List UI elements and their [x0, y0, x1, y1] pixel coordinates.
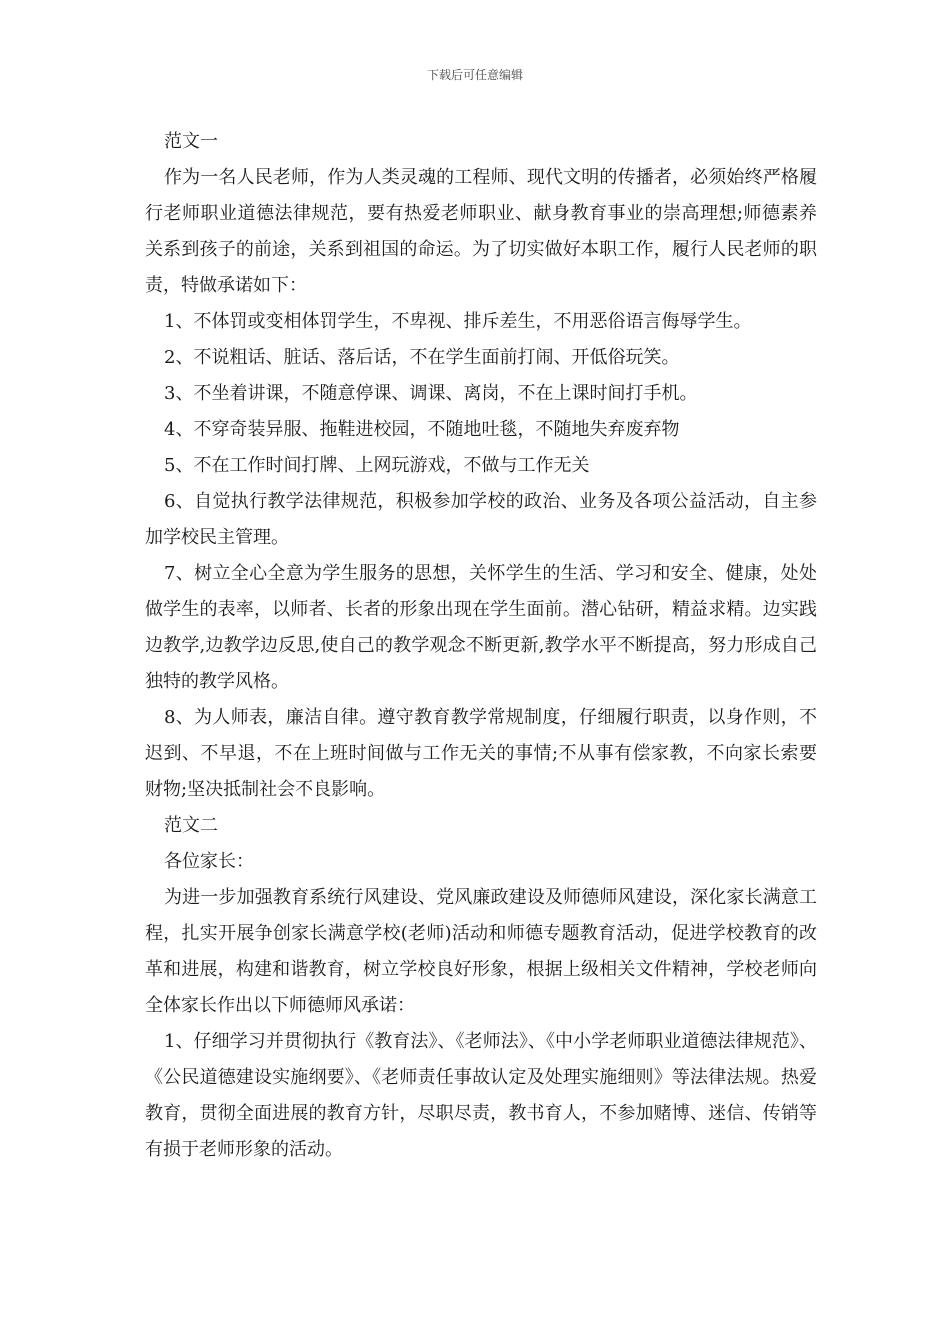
pledge-item-3: 3、不坐着讲课，不随意停课、调课、离岗，不在上课时间打手机。 [164, 383, 698, 404]
pledge-item-5: 5、不在工作时间打牌、上网玩游戏，不做与工作无关 [164, 455, 590, 476]
document-body [145, 124, 817, 1168]
pledge-item-8: 8、为人师表，廉洁自律。遵守教育教学常规制度，仔细履行职责，以身作则，不迟到、不早退，不在上班时间做与工作无关的事情;不从事有偿家教，不向家长索要财物;坚决抵制社会不良影响。 [145, 707, 817, 800]
pledge-item-2: 2、不说粗话、脏话、落后话，不在学生面前打闹、开低俗玩笑。 [164, 347, 680, 368]
heading-sample-one: 范文一 [164, 131, 218, 152]
intro-paragraph: 作为一名人民老师，作为人类灵魂的工程师、现代文明的传播者，必须始终严格履行老师职业道德法律规范，要有热爱老师职业、献身教育事业的崇高理想;师德素养关系到孩子的前途，关系到祖国的命运。为了切实做好本职工作，履行人民老师的职责，特做承诺如下： [145, 167, 817, 296]
pledge-item-4: 4、不穿奇装异服、拖鞋进校园，不随地吐毯，不随地失弃废弃物 [164, 419, 680, 440]
pledge-item-1: 1、不体罚或变相体罚学生，不卑视、排斥差生，不用恶俗语言侮辱学生。 [164, 311, 752, 332]
pledge-item-6: 6、自觉执行教学法律规范，积极参加学校的政治、业务及各项公益活动，自主参加学校民主管理。 [145, 491, 817, 548]
heading-sample-two: 范文二 [164, 815, 218, 836]
intro-paragraph-two: 为进一步加强教育系统行风建设、党风廉政建设及师德师风建设，深化家长满意工程，扎实开展争创家长满意学校(老师)活动和师德专题教育活动，促进学校教育的改革和进展，构建和谐教育，树立学校良好形象，根据上级相关文件精神，学校老师向全体家长作出以下师德师风承诺： [145, 887, 817, 1016]
commitment-item-1: 1、仔细学习并贯彻执行《教育法》、《老师法》、《中小学老师职业道德法律规范》、《公民道德建设实施纲要》、《老师责任事故认定及处理实施细则》等法律法规。热爱教育，贯彻全面进展的教育方针，尽职尽责，教书育人，不参加赌博、迷信、传销等有损于老师形象的活动。 [145, 1031, 817, 1160]
page-header: 下载后可任意编辑 [426, 68, 523, 82]
salutation: 各位家长： [164, 851, 254, 872]
pledge-item-7: 7、树立全心全意为学生服务的思想，关怀学生的生活、学习和安全、健康，处处做学生的表率，以师者、长者的形象出现在学生面前。潜心钻研，精益求精。边实践边教学,边教学边反思,使自己的教学观念不断更新,教学水平不断提高，努力形成自己独特的教学风格。 [145, 563, 817, 692]
